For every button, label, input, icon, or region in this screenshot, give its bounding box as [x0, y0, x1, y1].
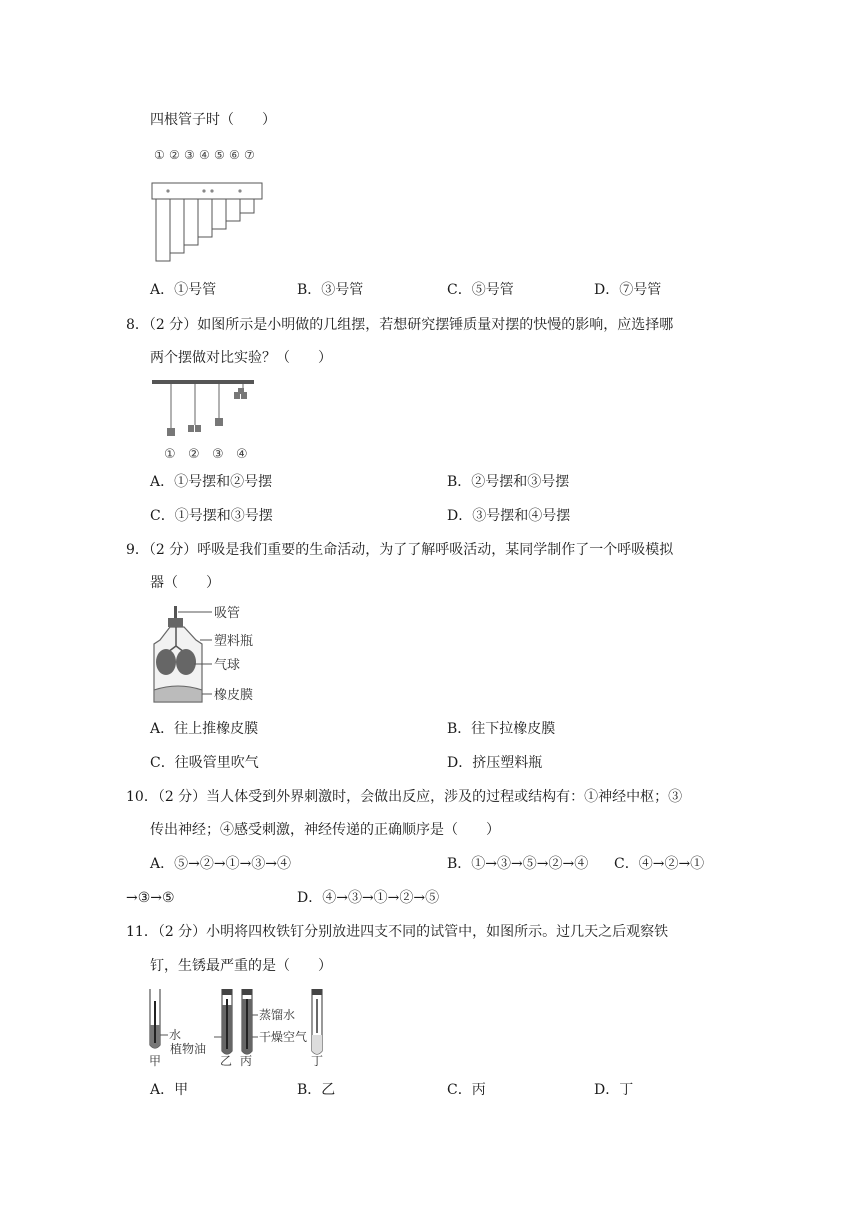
q9-option-b[interactable]: B．往下拉橡皮膜 — [447, 721, 556, 737]
pipe-label-5: ⑤ — [214, 148, 225, 162]
pendulum-label-3: ③ — [212, 447, 224, 462]
tube-label-yi: 乙 — [220, 1054, 233, 1067]
q7-option-a[interactable]: A．①号管 — [150, 282, 217, 298]
label-rubber-membrane: 橡皮膜 — [214, 688, 254, 703]
q10-option-c-part1[interactable]: C．④→②→① — [614, 856, 705, 872]
test-tubes-figure — [146, 985, 336, 1067]
q9-option-d[interactable]: D．挤压塑料瓶 — [447, 755, 543, 771]
q11-option-d[interactable]: D．丁 — [594, 1082, 634, 1098]
pendulum-label-4: ④ — [236, 447, 248, 462]
q11-option-c[interactable]: C．丙 — [447, 1082, 486, 1098]
q11-option-b[interactable]: B．乙 — [297, 1082, 336, 1098]
q7-stem-tail: 四根管子时（ ） — [150, 112, 276, 128]
tube-label-bing: 丙 — [240, 1054, 253, 1067]
pipe-label-4: ④ — [199, 148, 210, 162]
q8-option-a[interactable]: A．①号摆和②号摆 — [150, 474, 273, 490]
q8-stem-line1: 8．（2 分）如图所示是小明做的几组摆，若想研究摆锤质量对摆的快慢的影响，应选择哪 — [126, 317, 674, 333]
q11-stem-line2: 钉，生锈最严重的是（ ） — [150, 958, 332, 974]
q9-stem-line2: 器（ ） — [150, 575, 220, 591]
label-plastic-bottle: 塑料瓶 — [214, 634, 254, 649]
q10-stem-line1: 10．（2 分）当人体受到外界刺激时，会做出反应，涉及的过程或结构有：①神经中枢；③ — [126, 789, 683, 805]
q9-option-c[interactable]: C．往吸管里吹气 — [150, 755, 259, 771]
q11-option-a[interactable]: A．甲 — [150, 1082, 189, 1098]
q10-option-d[interactable]: D．④→③→①→②→⑤ — [297, 890, 440, 906]
label-water: 水 — [169, 1028, 182, 1042]
pipe-label-2: ② — [169, 148, 180, 162]
tube-label-jia: 甲 — [149, 1054, 162, 1067]
q10-stem-line2: 传出神经；④感受刺激，神经传递的正确顺序是（ ） — [150, 822, 500, 838]
label-balloon: 气球 — [214, 658, 241, 673]
q7-option-c[interactable]: C．⑤号管 — [447, 282, 514, 298]
pipe-label-6: ⑥ — [229, 148, 240, 162]
panpipe-figure — [150, 145, 270, 265]
pipe-label-7: ⑦ — [244, 148, 255, 162]
label-distilled-water: 蒸馏水 — [259, 1008, 296, 1022]
q10-option-a[interactable]: A．⑤→②→①→③→④ — [150, 856, 292, 872]
breathing-model-figure — [148, 600, 278, 708]
q8-option-c[interactable]: C．①号摆和③号摆 — [150, 508, 273, 524]
tube-label-ding: 丁 — [311, 1054, 324, 1067]
q10-option-c-part2[interactable]: →③→⑤ — [126, 890, 175, 906]
q7-option-b[interactable]: B．③号管 — [297, 282, 364, 298]
q8-option-d[interactable]: D．③号摆和④号摆 — [447, 508, 571, 524]
q10-option-b[interactable]: B．①→③→⑤→②→④ — [447, 856, 589, 872]
q9-option-a[interactable]: A．往上推橡皮膜 — [150, 721, 259, 737]
pendulum-label-2: ② — [188, 447, 200, 462]
q8-option-b[interactable]: B．②号摆和③号摆 — [447, 474, 570, 490]
label-vegetable-oil: 植物油 — [170, 1042, 207, 1056]
q7-option-d[interactable]: D．⑦号管 — [594, 282, 662, 298]
label-straw: 吸管 — [214, 606, 241, 621]
label-dry-air: 干燥空气 — [259, 1030, 308, 1044]
pendulum-label-1: ① — [164, 447, 176, 462]
pipe-label-1: ① — [154, 148, 165, 162]
pendulum-figure — [150, 378, 260, 462]
q8-stem-line2: 两个摆做对比实验？（ ） — [150, 350, 332, 366]
q11-stem-line1: 11．（2 分）小明将四枚铁钉分别放进四支不同的试管中，如图所示。过几天之后观察铁 — [126, 924, 669, 940]
q9-stem-line1: 9．（2 分）呼吸是我们重要的生命活动，为了了解呼吸活动，某同学制作了一个呼吸模拟 — [126, 542, 674, 558]
pipe-label-3: ③ — [184, 148, 195, 162]
